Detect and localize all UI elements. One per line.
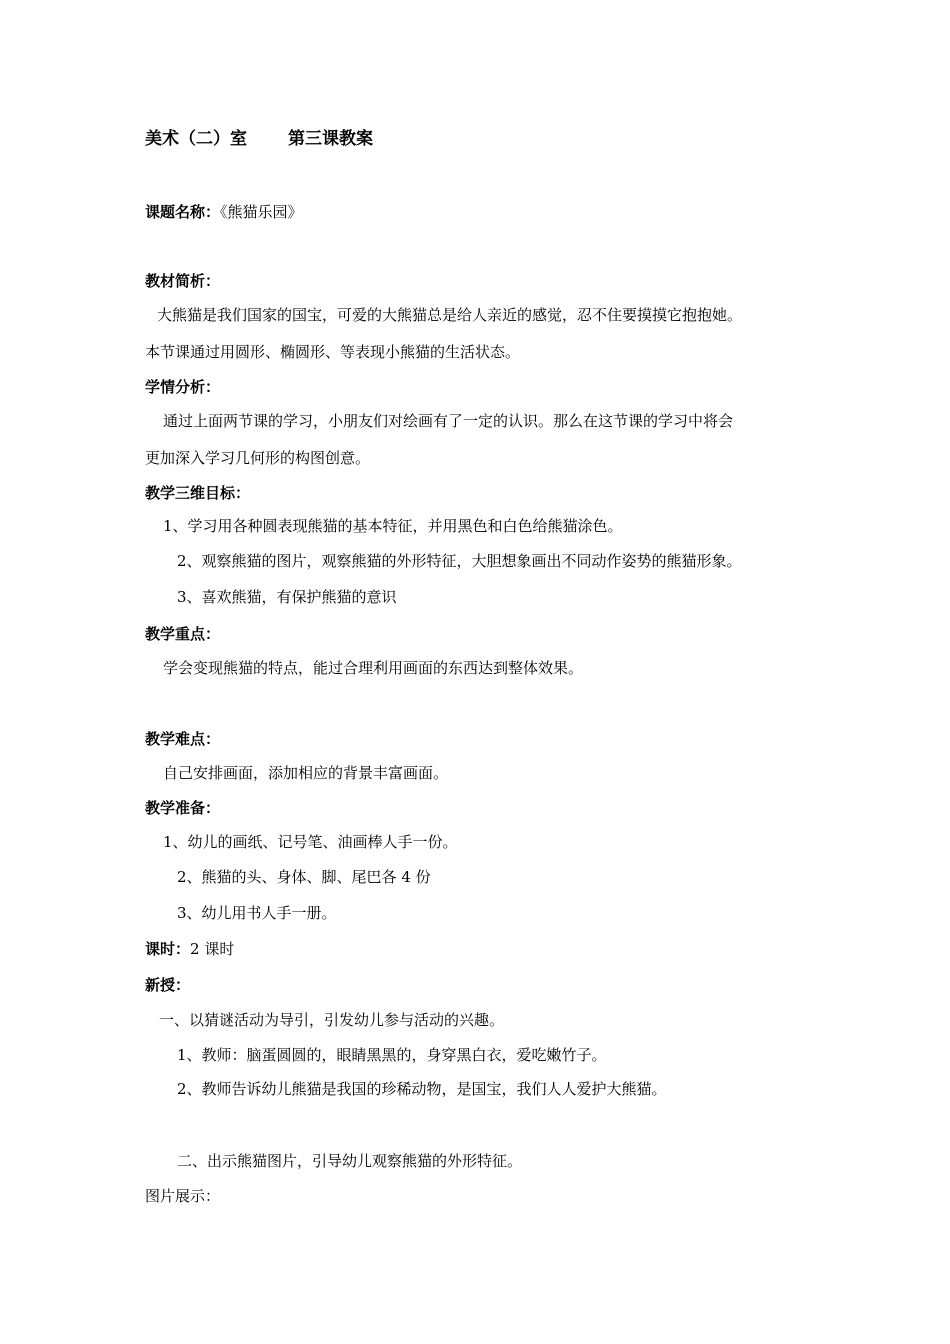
hours-value: 2 课时 (190, 940, 235, 958)
section1-item: 2、教师告诉幼儿熊猫是我国的珍稀动物，是国宝，我们人人爱护大熊猫。 (177, 1080, 667, 1098)
topic-label: 课题名称： (145, 203, 221, 221)
section1-item: 1、教师：脑蛋圆圆的，眼睛黑黑的，身穿黑白衣，爱吃嫩竹子。 (177, 1046, 607, 1064)
new-lesson-section1: 一、以猜谜活动为导引，引发幼儿参与活动的兴趣。 (159, 1011, 505, 1029)
lesson-title-right: 第三课教案 (288, 129, 373, 149)
student-analysis-p1: 通过上面两节课的学习，小朋友们对绘画有了一定的认识。那么在这节课的学习中将会 (163, 412, 734, 430)
picture-label: 图片展示： (145, 1187, 221, 1205)
goals-heading: 教学三维目标： (145, 484, 251, 502)
hours-label: 课时： (145, 940, 191, 958)
lesson-title-left: 美术（二）室 (145, 129, 247, 149)
new-lesson-section2: 二、出示熊猫图片，引导幼儿观察熊猫的外形特征。 (177, 1152, 523, 1170)
material-analysis-p1: 大熊猫是我们国家的国宝，可爱的大熊猫总是给人亲近的感觉，忍不住要摸摸它抱抱她。 (157, 306, 743, 324)
difficulty-heading: 教学难点： (145, 730, 221, 748)
student-analysis-heading: 学情分析： (145, 378, 221, 396)
goal-item: 1、学习用各种圆表现熊猫的基本特征，并用黑色和白色给熊猫涂色。 (163, 517, 623, 535)
key-point-heading: 教学重点： (145, 625, 221, 643)
key-point-text: 学会变现熊猫的特点，能过合理利用画面的东西达到整体效果。 (163, 659, 584, 677)
hours-line (145, 939, 234, 959)
material-analysis-p2: 本节课通过用圆形、椭圆形、等表现小熊猫的生活状态。 (145, 343, 521, 361)
topic-line (145, 202, 303, 222)
preparation-heading: 教学准备： (145, 799, 221, 817)
goal-item: 3、喜欢熊猫，有保护熊猫的意识 (177, 588, 397, 606)
new-lesson-heading: 新授： (145, 976, 191, 994)
student-analysis-p2: 更加深入学习几何形的构图创意。 (145, 449, 371, 467)
material-analysis-heading: 教材简析： (145, 272, 221, 290)
topic-value: 《熊猫乐园》 (220, 203, 303, 221)
preparation-item: 2、熊猫的头、身体、脚、尾巴各 4 份 (177, 868, 431, 886)
preparation-item: 1、幼儿的画纸、记号笔、油画棒人手一份。 (163, 833, 458, 851)
goal-item: 2、观察熊猫的图片，观察熊猫的外形特征，大胆想象画出不同动作姿势的熊猫形象。 (177, 552, 742, 570)
difficulty-text: 自己安排画面，添加相应的背景丰富画面。 (163, 764, 449, 782)
preparation-item: 3、幼儿用书人手一册。 (177, 904, 337, 922)
